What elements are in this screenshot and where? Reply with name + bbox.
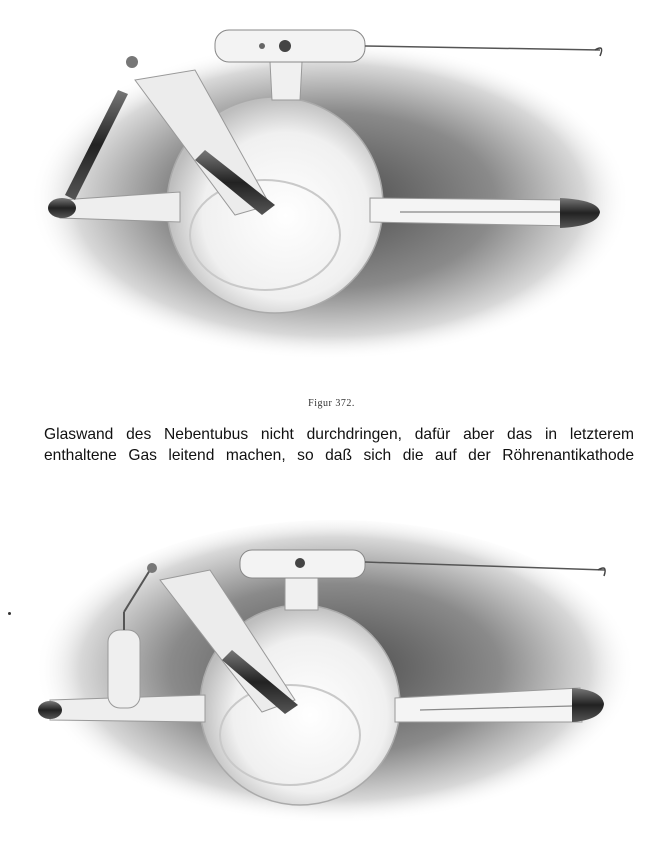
body-text-line-1: Glaswand des Nebentubus nicht durchdringen, dafür aber das in letzterem: [44, 426, 634, 443]
body-text-line-2: enthaltene Gas leitend machen, so daß sich die auf der Röhrenantikathode: [44, 447, 634, 464]
xray-tube-figure-bottom: [0, 500, 663, 861]
side-bulb: [108, 630, 140, 708]
left-cap: [38, 701, 62, 719]
xray-tube-figure-top: [0, 0, 663, 370]
left-cap: [48, 198, 76, 218]
top-neck: [270, 62, 302, 100]
xray-tube-illustration-top: [0, 0, 663, 370]
figure-caption: Figur 372.: [308, 398, 355, 409]
xray-tube-illustration-bottom: [0, 500, 663, 861]
top-neck: [285, 575, 318, 610]
body-text: [44, 424, 634, 466]
